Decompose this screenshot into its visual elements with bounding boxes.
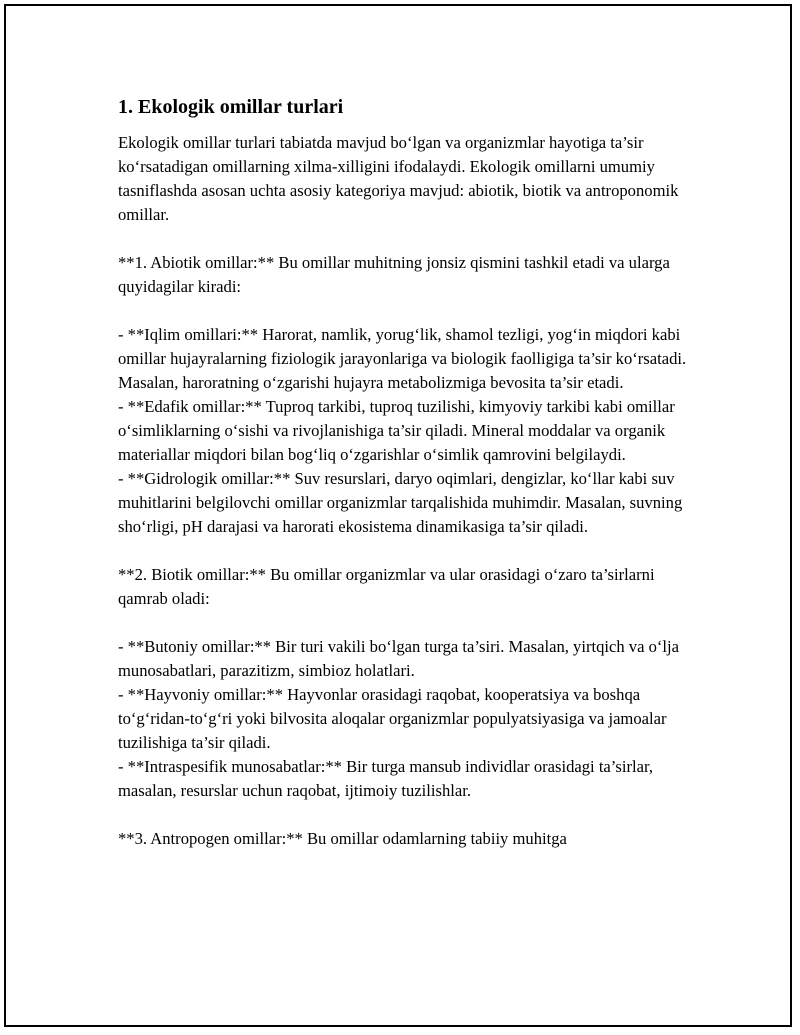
section2-lead: **2. Biotik omillar:** Bu omillar organizmlar va ular orasidagi o‘zaro ta’sirlarni qamrab oladi: <box>118 565 655 608</box>
section3-lead: **3. Antropogen omillar:** Bu omillar odamlarning tabiiy muhitga <box>118 829 567 848</box>
document-title: 1. Ekologik omillar turlari <box>118 96 344 118</box>
section1-list <box>118 323 690 539</box>
list-item: - **Edafik omillar:** Tuproq tarkibi, tuproq tuzilishi, kimyoviy tarkibi kabi omillar o‘simliklarning o‘sishi va rivojlanishiga ta’sir qiladi. Mineral moddalar va organik materiallar miqdori bilan bog‘liq o‘zgarishlar o‘simlik qamrovini belgilaydi. <box>118 397 675 464</box>
list-item: - **Hayvoniy omillar:** Hayvonlar orasidagi raqobat, kooperatsiya va boshqa to‘g‘ridan-to‘g‘ri yoki bilvosita aloqalar organizmlar populyatsiyasiga va jamoalar tuzilishiga ta’sir qiladi. <box>118 685 667 752</box>
list-item: - **Gidrologik omillar:** Suv resurslari, daryo oqimlari, dengizlar, ko‘llar kabi suv muhitlarini belgilovchi omillar organizmlar tarqalishida muhimdir. Masalan, suvning sho‘rligi, pH darajasi va harorati ekosistema dinamikasiga ta’sir qiladi. <box>118 469 683 536</box>
intro-paragraph: Ekologik omillar turlari tabiatda mavjud bo‘lgan va organizmlar hayotiga ta’sir ko‘rsatadigan omillarning xilma-xilligini ifodalaydi. Ekologik omillarni umumiy tasniflashda asosan uchta asosiy kategoriya mavjud: abiotik, biotik va antroponomik omillar. <box>118 133 679 224</box>
list-item: - **Intraspesifik munosabatlar:** Bir turga mansub individlar orasidagi ta’sirlar, masalan, resurslar uchun raqobat, ijtimoiy tuzilishlar. <box>118 757 653 800</box>
list-item: - **Iqlim omillari:** Harorat, namlik, yorug‘lik, shamol tezligi, yog‘in miqdori kabi omillar hujayralarning fiziologik jarayonlariga va biologik faolligiga ta’sir ko‘rsatadi. Masalan, haroratning o‘zgarishi hujayra metabolizmiga bevosita ta’sir etadi. <box>118 325 687 392</box>
section1-lead: **1. Abiotik omillar:** Bu omillar muhitning jonsiz qismini tashkil etadi va ularga quyidagilar kiradi: <box>118 253 670 296</box>
document-body <box>118 95 690 875</box>
section2-list <box>118 635 690 803</box>
list-item: - **Butoniy omillar:** Bir turi vakili bo‘lgan turga ta’siri. Masalan, yirtqich va o‘lja munosabatlari, parazitizm, simbioz holatlari. <box>118 637 680 680</box>
